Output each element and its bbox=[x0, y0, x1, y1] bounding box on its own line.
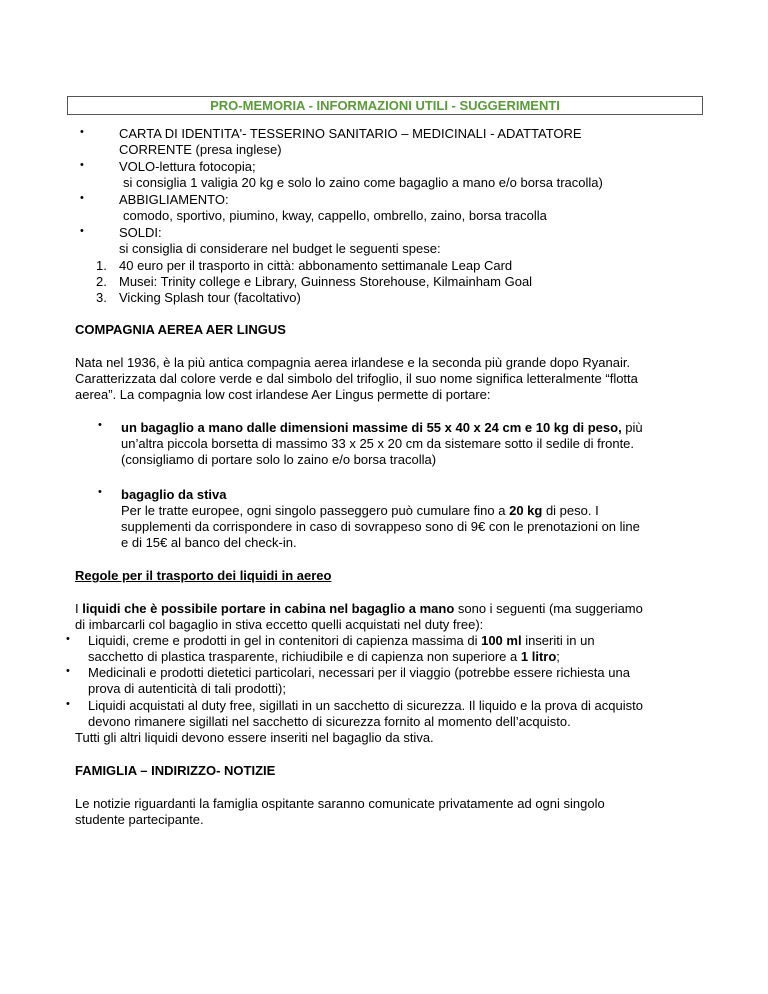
memo-item-text: si consiglia di considerare nel budget le seguenti spese: bbox=[119, 241, 441, 256]
liquids-item-text: Liquidi acquistati al duty free, sigillati in un sacchetto di sicurezza. Il liquido e la prova di acquisto bbox=[88, 698, 643, 713]
airline-paragraph: Nata nel 1936, è la più antica compagnia aerea irlandese e la seconda più grande dopo Ryanair. bbox=[75, 355, 631, 370]
family-paragraph: Le notizie riguardanti la famiglia ospitante saranno comunicate privatamente ad ogni singolo bbox=[75, 796, 605, 811]
bullet-marker: • bbox=[66, 633, 70, 645]
bullet-marker: • bbox=[98, 486, 102, 498]
memo-item-text: comodo, sportivo, piumino, kway, cappello, ombrello, zaino, borsa tracolla bbox=[123, 208, 547, 223]
baggage-item-text bbox=[121, 420, 643, 435]
baggage-item-text: e di 15€ al banco del check-in. bbox=[121, 535, 297, 550]
baggage-hold-weight: 20 kg bbox=[509, 503, 543, 518]
liquids-item-text bbox=[88, 633, 595, 648]
airline-paragraph: aerea”. La compagnia low cost irlandese Aer Lingus permette di portare: bbox=[75, 387, 491, 402]
liquids-bold: 1 litro bbox=[520, 649, 557, 664]
liquids-intro-bold: liquidi che è possibile portare in cabina nel bagaglio a mano bbox=[82, 601, 455, 616]
liquids-item-text: Medicinali e prodotti dietetici particolari, necessari per il viaggio (potrebbe essere richiesta una bbox=[88, 665, 630, 680]
memo-item-text: SOLDI: bbox=[119, 225, 162, 240]
baggage-hand-rest: più bbox=[621, 420, 643, 435]
memo-item-text: VOLO-lettura fotocopia; bbox=[119, 159, 256, 174]
liquids-closing: Tutti gli altri liquidi devono essere inseriti nel bagaglio da stiva. bbox=[75, 730, 434, 745]
list-number: 2. bbox=[96, 274, 107, 289]
baggage-hold-text: di peso. I bbox=[542, 503, 599, 518]
section-heading-liquids: Regole per il trasporto dei liquidi in aereo bbox=[75, 568, 332, 583]
family-paragraph: studente partecipante. bbox=[75, 812, 204, 827]
liquids-intro-text: I bbox=[75, 601, 83, 616]
liquids-intro-text: sono i seguenti (ma suggeriamo bbox=[454, 601, 643, 616]
baggage-item-text: un’altra piccola borsetta di massimo 33 x 25 x 20 cm da sistemare sotto il sedile di fronte. bbox=[121, 436, 635, 451]
liquids-text: Liquidi, creme e prodotti in gel in contenitori di capienza massima di bbox=[88, 633, 482, 648]
memo-item-text: ABBIGLIAMENTO: bbox=[119, 192, 229, 207]
bullet-marker: • bbox=[80, 225, 84, 237]
liquids-text: sacchetto di plastica trasparente, richiudibile e di capienza non superiore a bbox=[88, 649, 521, 664]
liquids-bold: 100 ml bbox=[481, 633, 522, 648]
liquids-text: inseriti in un bbox=[521, 633, 595, 648]
memo-numbered-text: Vicking Splash tour (facoltativo) bbox=[119, 290, 301, 305]
liquids-intro: di imbarcarli col bagaglio in stiva eccetto quelli acquistati nel duty free): bbox=[75, 617, 484, 632]
page-title: PRO-MEMORIA - INFORMAZIONI UTILI - SUGGERIMENTI bbox=[67, 96, 703, 115]
baggage-hold-bold: bagaglio da stiva bbox=[121, 487, 227, 502]
memo-numbered-text: 40 euro per il trasporto in città: abbonamento settimanale Leap Card bbox=[119, 258, 513, 273]
bullet-marker: • bbox=[80, 126, 84, 138]
baggage-item-text bbox=[121, 503, 599, 518]
memo-item-text: si consiglia 1 valigia 20 kg e solo lo zaino come bagaglio a mano e/o borsa tracolla) bbox=[123, 175, 603, 190]
liquids-text: ; bbox=[556, 649, 560, 664]
airline-paragraph: Caratterizzata dal colore verde e dal simbolo del trifoglio, il suo nome significa letteralmente “flotta bbox=[75, 371, 638, 386]
bullet-marker: • bbox=[66, 698, 70, 710]
baggage-hold-title bbox=[121, 487, 226, 502]
baggage-item-text: (consigliamo di portare solo lo zaino e/o borsa tracolla) bbox=[121, 452, 437, 467]
list-number: 3. bbox=[96, 290, 107, 305]
liquids-item-text: prova di autenticità di tali prodotti); bbox=[88, 681, 286, 696]
baggage-hand-bold: un bagaglio a mano dalle dimensioni massime di 55 x 40 x 24 cm e 10 kg di peso, bbox=[121, 420, 622, 435]
section-heading-family: FAMIGLIA – INDIRIZZO- NOTIZIE bbox=[75, 763, 276, 778]
bullet-marker: • bbox=[98, 419, 102, 431]
baggage-hold-text: Per le tratte europee, ogni singolo passeggero può cumulare fino a bbox=[121, 503, 510, 518]
bullet-marker: • bbox=[66, 665, 70, 677]
bullet-marker: • bbox=[80, 159, 84, 171]
liquids-item-text bbox=[88, 649, 560, 664]
liquids-item-text: devono rimanere sigillati nel sacchetto di sicurezza fornito al momento dell’acquisto. bbox=[88, 714, 571, 729]
bullet-marker: • bbox=[80, 192, 84, 204]
liquids-intro bbox=[75, 601, 643, 616]
memo-item-text: CORRENTE (presa inglese) bbox=[119, 142, 282, 157]
memo-item-text: CARTA DI IDENTITA'- TESSERINO SANITARIO – MEDICINALI - ADATTATORE bbox=[119, 126, 582, 141]
section-heading-airline: COMPAGNIA AEREA AER LINGUS bbox=[75, 322, 286, 337]
list-number: 1. bbox=[96, 258, 107, 273]
memo-numbered-text: Musei: Trinity college e Library, Guinness Storehouse, Kilmainham Goal bbox=[119, 274, 533, 289]
baggage-item-text: supplementi da corrispondere in caso di sovrappeso sono di 9€ con le prenotazioni on line bbox=[121, 519, 640, 534]
